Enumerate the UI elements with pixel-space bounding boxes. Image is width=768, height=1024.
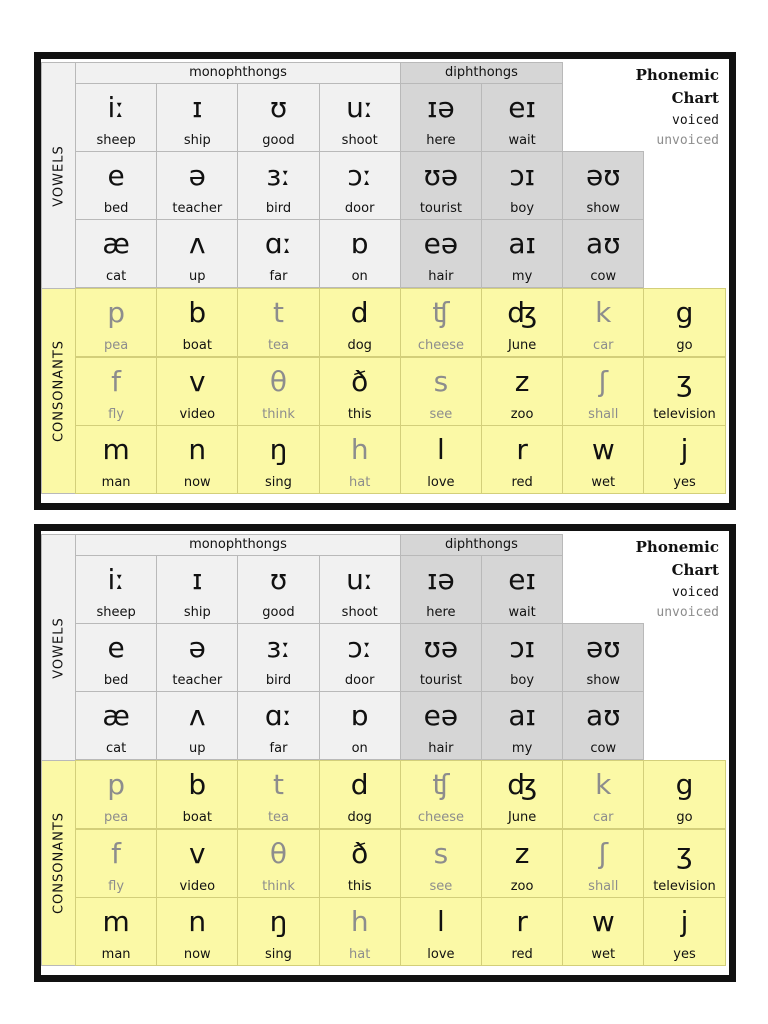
phoneme-symbol: ʌ: [188, 227, 206, 260]
example-word: boy: [510, 201, 535, 216]
vowels-label: VOWELS: [51, 144, 66, 207]
example-word: hair: [428, 741, 454, 756]
phoneme-cell: [319, 897, 401, 966]
example-word: up: [189, 269, 206, 284]
example-word: wait: [508, 605, 536, 620]
phoneme-symbol: d: [350, 768, 369, 801]
example-word: pea: [103, 810, 129, 825]
phoneme-cell: [643, 425, 725, 494]
phoneme-cell: [481, 623, 563, 692]
phoneme-symbol: ɑː: [264, 699, 293, 732]
phoneme-cell: [237, 829, 319, 898]
phoneme-symbol: t: [272, 768, 284, 801]
phoneme-cell: [237, 897, 319, 966]
example-word: cheese: [417, 338, 464, 353]
phoneme-cell: [400, 623, 482, 692]
phoneme-cell: [156, 151, 238, 220]
phoneme-symbol: ɪ: [192, 563, 203, 596]
phoneme-cell: [75, 829, 157, 898]
legend: [656, 111, 719, 151]
example-word: dog: [347, 810, 372, 825]
phoneme-symbol: ʌ: [188, 699, 206, 732]
phoneme-cell: [481, 357, 563, 426]
phoneme-cell: [562, 288, 644, 357]
phoneme-symbol: j: [680, 905, 689, 938]
example-word: zoo: [510, 407, 534, 422]
phoneme-cell: [156, 219, 238, 288]
phoneme-symbol: æ: [102, 227, 130, 260]
example-word: wet: [591, 475, 616, 490]
example-word: tea: [267, 338, 290, 353]
phoneme-symbol: n: [188, 905, 207, 938]
example-word: door: [344, 201, 375, 216]
phoneme-cell: [75, 691, 157, 760]
phoneme-symbol: ʒ: [676, 365, 693, 398]
phoneme-symbol: əʊ: [586, 631, 621, 664]
phoneme-symbol: aɪ: [508, 227, 536, 260]
phoneme-symbol: θ: [269, 365, 288, 398]
phoneme-cell: [156, 829, 238, 898]
example-word: wet: [591, 947, 616, 962]
example-word: cheese: [417, 810, 464, 825]
example-word: wait: [508, 133, 536, 148]
phoneme-cell: [75, 425, 157, 494]
phoneme-symbol: b: [188, 296, 207, 329]
phoneme-symbol: m: [102, 433, 130, 466]
example-word: my: [511, 269, 533, 284]
example-word: up: [189, 741, 206, 756]
phonemic-chart-card: [34, 52, 736, 510]
phoneme-cell: [481, 425, 563, 494]
example-word: sheep: [96, 133, 136, 148]
phoneme-cell: [75, 151, 157, 220]
phoneme-cell: [237, 357, 319, 426]
example-word: see: [429, 879, 453, 894]
example-word: teacher: [172, 201, 223, 216]
phoneme-symbol: ɪə: [427, 91, 455, 124]
phoneme-cell: [400, 555, 482, 624]
example-word: sing: [265, 475, 292, 490]
monophthongs-header: monophthongs: [75, 534, 401, 556]
phoneme-symbol: m: [102, 905, 130, 938]
example-word: fly: [108, 407, 125, 422]
diphthongs-header: diphthongs: [400, 62, 563, 84]
example-word: think: [262, 407, 295, 422]
phoneme-cell: [643, 357, 725, 426]
phoneme-symbol: h: [350, 905, 369, 938]
phoneme-symbol: ɑː: [264, 227, 293, 260]
title-line-2: Chart: [671, 561, 719, 579]
phoneme-symbol: ð: [351, 837, 369, 870]
phoneme-symbol: g: [675, 768, 694, 801]
phoneme-symbol: ŋ: [269, 433, 288, 466]
example-word: tea: [267, 810, 290, 825]
phoneme-symbol: ə: [188, 159, 206, 192]
title-line-1: Phonemic: [635, 538, 719, 556]
example-word: think: [262, 879, 295, 894]
phoneme-symbol: f: [111, 837, 122, 870]
phoneme-symbol: e: [107, 631, 125, 664]
example-word: shall: [588, 407, 619, 422]
example-word: television: [653, 407, 716, 422]
phoneme-cell: [319, 425, 401, 494]
phoneme-cell: [319, 83, 401, 152]
phoneme-symbol: p: [107, 296, 125, 329]
phoneme-symbol: l: [437, 905, 445, 938]
example-word: love: [427, 475, 455, 490]
example-word: see: [429, 407, 453, 422]
example-word: pea: [103, 338, 129, 353]
phoneme-symbol: ʤ: [507, 768, 537, 801]
example-word: boat: [182, 338, 212, 353]
phoneme-cell: [75, 623, 157, 692]
example-word: my: [511, 741, 533, 756]
example-word: car: [593, 810, 614, 825]
example-word: video: [179, 407, 216, 422]
example-word: red: [511, 947, 533, 962]
phoneme-cell: [400, 357, 482, 426]
example-word: yes: [673, 475, 696, 490]
phoneme-symbol: uː: [346, 563, 374, 596]
title-line-1: Phonemic: [635, 66, 719, 84]
phoneme-cell: [562, 829, 644, 898]
phoneme-cell: [237, 555, 319, 624]
phoneme-symbol: ɪ: [192, 91, 203, 124]
example-word: far: [269, 741, 288, 756]
phoneme-cell: [562, 691, 644, 760]
phoneme-cell: [562, 425, 644, 494]
phoneme-cell: [481, 219, 563, 288]
example-word: yes: [673, 947, 696, 962]
phoneme-cell: [156, 288, 238, 357]
phoneme-symbol: ʧ: [432, 768, 450, 801]
phoneme-cell: [400, 829, 482, 898]
phoneme-cell: [319, 829, 401, 898]
phoneme-cell: [156, 760, 238, 829]
phoneme-symbol: r: [516, 433, 528, 466]
phoneme-cell: [319, 219, 401, 288]
phoneme-cell: [156, 555, 238, 624]
phoneme-cell: [400, 425, 482, 494]
phoneme-cell: [319, 555, 401, 624]
example-word: June: [507, 338, 537, 353]
phoneme-cell: [237, 425, 319, 494]
phoneme-cell: [562, 760, 644, 829]
example-word: man: [101, 947, 131, 962]
phoneme-cell: [481, 151, 563, 220]
example-word: bed: [103, 673, 129, 688]
example-word: now: [183, 947, 211, 962]
phoneme-cell: [75, 897, 157, 966]
legend: [656, 583, 719, 623]
phoneme-cell: [319, 760, 401, 829]
example-word: cow: [590, 269, 617, 284]
phoneme-cell: [237, 83, 319, 152]
phoneme-symbol: t: [272, 296, 284, 329]
phoneme-symbol: v: [188, 365, 206, 398]
phoneme-symbol: s: [433, 837, 449, 870]
example-word: here: [426, 605, 456, 620]
phoneme-cell: [400, 691, 482, 760]
phoneme-symbol: ʧ: [432, 296, 450, 329]
example-word: dog: [347, 338, 372, 353]
phoneme-cell: [562, 151, 644, 220]
phoneme-symbol: iː: [107, 563, 125, 596]
phoneme-symbol: w: [591, 433, 615, 466]
phoneme-cell: [400, 288, 482, 357]
phoneme-cell: [562, 357, 644, 426]
phoneme-symbol: w: [591, 905, 615, 938]
phoneme-symbol: ʤ: [507, 296, 537, 329]
phoneme-cell: [237, 151, 319, 220]
phoneme-symbol: aʊ: [586, 699, 621, 732]
phoneme-cell: [643, 829, 725, 898]
example-word: tourist: [419, 201, 462, 216]
chart-title: [636, 536, 719, 582]
example-word: tourist: [419, 673, 462, 688]
phoneme-symbol: ʊə: [423, 159, 459, 192]
example-word: far: [269, 269, 288, 284]
phoneme-symbol: eɪ: [508, 91, 536, 124]
phoneme-symbol: n: [188, 433, 207, 466]
phoneme-cell: [400, 83, 482, 152]
phoneme-symbol: ɔɪ: [509, 631, 535, 664]
legend-unvoiced: unvoiced: [656, 605, 719, 620]
phoneme-cell: [400, 897, 482, 966]
example-word: shoot: [341, 133, 378, 148]
phoneme-cell: [643, 288, 725, 357]
phoneme-symbol: r: [516, 905, 528, 938]
phoneme-symbol: ɔː: [347, 631, 373, 664]
phoneme-cell: [400, 760, 482, 829]
phoneme-cell: [237, 288, 319, 357]
chart-panel: [41, 59, 729, 503]
phoneme-cell: [75, 219, 157, 288]
phoneme-cell: [319, 151, 401, 220]
example-word: cat: [105, 741, 127, 756]
phoneme-symbol: b: [188, 768, 207, 801]
example-word: fly: [108, 879, 125, 894]
example-word: red: [511, 475, 533, 490]
phoneme-symbol: ʊ: [269, 91, 288, 124]
example-word: go: [676, 810, 693, 825]
phoneme-symbol: uː: [346, 91, 374, 124]
example-word: bird: [265, 673, 292, 688]
phoneme-cell: [319, 623, 401, 692]
phoneme-cell: [237, 691, 319, 760]
example-word: ship: [183, 133, 211, 148]
phoneme-symbol: ɒ: [350, 699, 369, 732]
phoneme-cell: [237, 760, 319, 829]
phoneme-symbol: ɪə: [427, 563, 455, 596]
example-word: now: [183, 475, 211, 490]
phoneme-symbol: ʒ: [676, 837, 693, 870]
example-word: June: [507, 810, 537, 825]
consonants-side-label: [41, 288, 76, 494]
example-word: on: [351, 269, 368, 284]
phoneme-cell: [481, 691, 563, 760]
example-word: teacher: [172, 673, 223, 688]
phoneme-cell: [75, 288, 157, 357]
example-word: go: [676, 338, 693, 353]
example-word: on: [351, 741, 368, 756]
monophthongs-header: monophthongs: [75, 62, 401, 84]
phoneme-cell: [481, 555, 563, 624]
phoneme-cell: [319, 357, 401, 426]
example-word: good: [262, 605, 295, 620]
phoneme-cell: [562, 897, 644, 966]
example-word: zoo: [510, 879, 534, 894]
example-word: this: [347, 407, 372, 422]
phoneme-cell: [562, 219, 644, 288]
phoneme-symbol: ʊə: [423, 631, 459, 664]
phoneme-symbol: ɔɪ: [509, 159, 535, 192]
phoneme-symbol: æ: [102, 699, 130, 732]
phoneme-cell: [75, 357, 157, 426]
phoneme-symbol: θ: [269, 837, 288, 870]
phoneme-cell: [481, 760, 563, 829]
example-word: show: [586, 673, 621, 688]
consonants-side-label: [41, 760, 76, 966]
example-word: shall: [588, 879, 619, 894]
phoneme-symbol: k: [595, 768, 612, 801]
phoneme-cell: [156, 897, 238, 966]
example-word: good: [262, 133, 295, 148]
phoneme-cell: [75, 555, 157, 624]
example-word: car: [593, 338, 614, 353]
phoneme-symbol: ŋ: [269, 905, 288, 938]
phoneme-symbol: k: [595, 296, 612, 329]
example-word: door: [344, 673, 375, 688]
phoneme-symbol: ð: [351, 365, 369, 398]
example-word: boy: [510, 673, 535, 688]
phoneme-cell: [481, 288, 563, 357]
phoneme-symbol: iː: [107, 91, 125, 124]
consonants-label: CONSONANTS: [51, 811, 66, 915]
example-word: ship: [183, 605, 211, 620]
phoneme-cell: [156, 357, 238, 426]
phoneme-symbol: ʃ: [598, 365, 608, 398]
example-word: cat: [105, 269, 127, 284]
phoneme-cell: [562, 623, 644, 692]
phoneme-cell: [400, 219, 482, 288]
example-word: love: [427, 947, 455, 962]
phoneme-cell: [481, 83, 563, 152]
consonants-label: CONSONANTS: [51, 339, 66, 443]
example-word: boat: [182, 810, 212, 825]
phoneme-symbol: eɪ: [508, 563, 536, 596]
chart-title: [636, 64, 719, 110]
phoneme-symbol: g: [675, 296, 694, 329]
example-word: cow: [590, 741, 617, 756]
phoneme-cell: [319, 288, 401, 357]
example-word: television: [653, 879, 716, 894]
phoneme-cell: [643, 760, 725, 829]
phoneme-symbol: e: [107, 159, 125, 192]
phoneme-cell: [156, 623, 238, 692]
title-line-2: Chart: [671, 89, 719, 107]
example-word: sheep: [96, 605, 136, 620]
diphthongs-header: diphthongs: [400, 534, 563, 556]
legend-voiced: voiced: [672, 113, 719, 128]
legend-voiced: voiced: [672, 585, 719, 600]
vowels-label: VOWELS: [51, 616, 66, 679]
example-word: hat: [349, 475, 371, 490]
example-word: man: [101, 475, 131, 490]
example-word: show: [586, 201, 621, 216]
phoneme-symbol: əʊ: [586, 159, 621, 192]
example-word: bird: [265, 201, 292, 216]
vowels-side-label: [41, 62, 76, 289]
legend-unvoiced: unvoiced: [656, 133, 719, 148]
example-word: video: [179, 879, 216, 894]
phoneme-symbol: ɔː: [347, 159, 373, 192]
phonemic-chart-card: [34, 524, 736, 982]
phoneme-cell: [481, 829, 563, 898]
phoneme-symbol: h: [350, 433, 369, 466]
vowels-side-label: [41, 534, 76, 761]
phoneme-symbol: eə: [423, 699, 459, 732]
chart-panel: [41, 531, 729, 975]
phoneme-symbol: ʊ: [269, 563, 288, 596]
phoneme-cell: [643, 897, 725, 966]
example-word: bed: [103, 201, 129, 216]
phoneme-cell: [75, 760, 157, 829]
phoneme-cell: [156, 83, 238, 152]
example-word: shoot: [341, 605, 378, 620]
phoneme-symbol: ɜː: [266, 159, 291, 192]
phoneme-cell: [237, 623, 319, 692]
phoneme-symbol: z: [514, 837, 530, 870]
example-word: hat: [349, 947, 371, 962]
phoneme-cell: [481, 897, 563, 966]
phoneme-cell: [400, 151, 482, 220]
phoneme-cell: [319, 691, 401, 760]
phoneme-symbol: aʊ: [586, 227, 621, 260]
phoneme-symbol: z: [514, 365, 530, 398]
phoneme-symbol: ə: [188, 631, 206, 664]
phoneme-symbol: ɒ: [350, 227, 369, 260]
phoneme-symbol: j: [680, 433, 689, 466]
example-word: here: [426, 133, 456, 148]
phoneme-symbol: ɜː: [266, 631, 291, 664]
phoneme-cell: [156, 425, 238, 494]
phoneme-symbol: v: [188, 837, 206, 870]
phoneme-symbol: ʃ: [598, 837, 608, 870]
phoneme-symbol: p: [107, 768, 125, 801]
phoneme-cell: [237, 219, 319, 288]
example-word: hair: [428, 269, 454, 284]
example-word: sing: [265, 947, 292, 962]
phoneme-symbol: f: [111, 365, 122, 398]
phoneme-symbol: aɪ: [508, 699, 536, 732]
phoneme-cell: [156, 691, 238, 760]
phoneme-symbol: s: [433, 365, 449, 398]
phoneme-cell: [75, 83, 157, 152]
example-word: this: [347, 879, 372, 894]
phoneme-symbol: eə: [423, 227, 459, 260]
phoneme-symbol: l: [437, 433, 445, 466]
phoneme-symbol: d: [350, 296, 369, 329]
